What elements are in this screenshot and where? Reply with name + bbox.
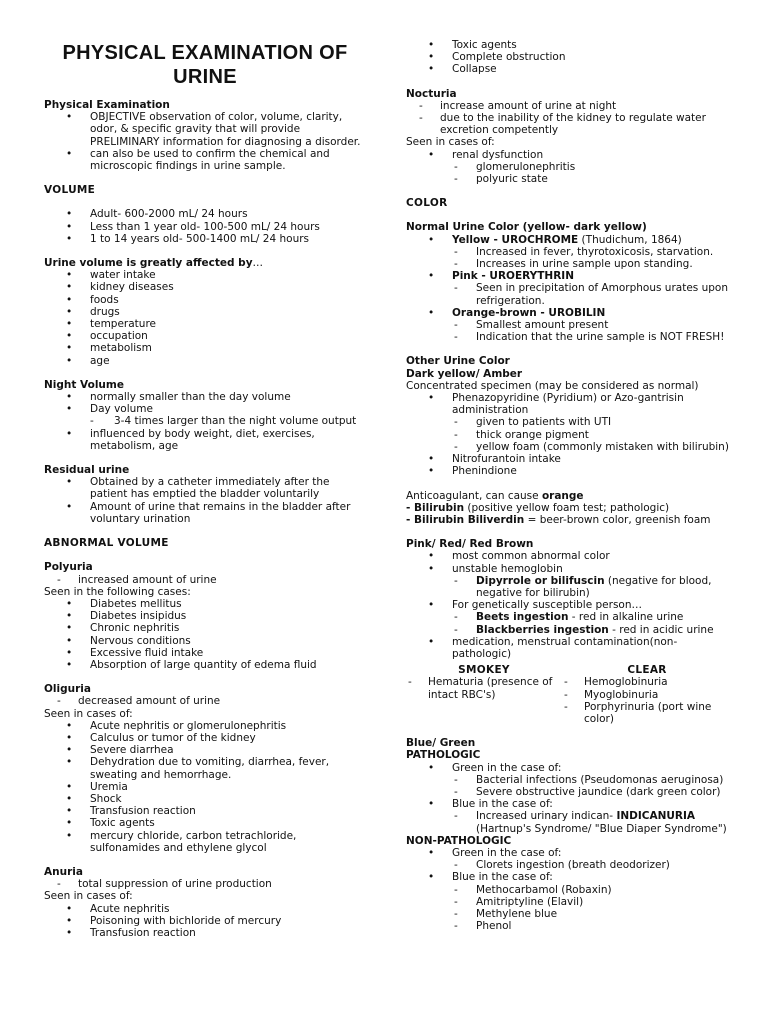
list-item: - Porphyrinuria (port wine color) (562, 701, 732, 725)
definition: - increase amount of urine at night (406, 100, 736, 112)
sub-item: - polyuric state (452, 173, 736, 185)
section-heading: Physical Examination (44, 99, 170, 111)
definition: - decreased amount of urine (44, 695, 366, 707)
seen-in-label: Seen in cases of: (406, 136, 495, 149)
list-item: • Transfusion reaction (44, 927, 366, 939)
residual-urine-section (44, 464, 366, 525)
clear-heading: CLEAR (627, 664, 667, 677)
list-item: • Green in the case of: - Bacterial infections (Pseudomonas aeruginosa) - Severe obstructive jaundice (dark green color) (406, 762, 736, 799)
left-column (44, 0, 366, 939)
sub-heading: Dark yellow/ Amber (406, 367, 523, 380)
sub-heading: NON-PATHOLOGIC (406, 834, 512, 847)
list-item: • renal dysfunction - glomerulonephritis - polyuric state (406, 149, 736, 186)
list-item: • Diabetes mellitus (44, 598, 366, 610)
list-item: • Toxic agents (406, 39, 736, 51)
list-item: • 1 to 14 years old- 500-1400 mL/ 24 hours (44, 233, 366, 245)
sub-item: - Increases in urine sample upon standing. (452, 258, 736, 270)
list-item: • water intake (44, 269, 366, 281)
sub-item: - Clorets ingestion (breath deodorizer) (452, 859, 736, 871)
sub-item: - Dipyrrole or bilifuscin (negative for blood, negative for bilirubin) (452, 575, 736, 599)
list-item: • normally smaller than the day volume (44, 391, 366, 403)
sub-item: - Blackberries ingestion - red in acidic urine (452, 624, 736, 636)
section-heading: Nocturia (406, 87, 457, 100)
list-item: • Dehydration due to vomiting, diarrhea, fever, sweating and hemorrhage. (44, 756, 366, 780)
list-item: • Toxic agents (44, 817, 366, 829)
section-heading: Polyuria (44, 561, 93, 574)
list-item: • Green in the case of: - Clorets ingestion (breath deodorizer) (406, 847, 736, 871)
list-item: • Adult- 600-2000 mL/ 24 hours (44, 208, 366, 220)
sub-item: - given to patients with UTI (452, 416, 736, 428)
anuria-continued (406, 39, 736, 76)
definition: - total suppression of urine production (44, 878, 366, 890)
section-heading: Oliguria (44, 683, 91, 696)
sub-item: - thick orange pigment (452, 429, 736, 441)
sub-item: - Methylene blue (452, 908, 736, 920)
normal-color-section (406, 221, 736, 343)
list-item: • OBJECTIVE observation of color, volume, clarity, odor, & specific gravity that will provide PRELIMINARY information for diagnosing a disorder. (44, 111, 366, 148)
list-item: • Absorption of large quantity of edema fluid (44, 659, 366, 671)
sub-item: - Increased in fever, thyrotoxicosis, starvation. (452, 246, 736, 258)
list-item: • Phenindione (406, 465, 736, 477)
sub-item: - 3-4 times larger than the night volume output (90, 415, 366, 427)
sub-item: - Seen in precipitation of Amorphous urates upon refrigeration. (452, 282, 736, 306)
sub-item: - Smallest amount present (452, 319, 736, 331)
seen-in-label: Seen in the following cases: (44, 585, 191, 598)
list-item: • Blue in the case of: - Methocarbamol (Robaxin) - Amitriptyline (Elavil) - Methylene blue - Phenol (406, 871, 736, 932)
sub-item: - yellow foam (commonly mistaken with bilirubin) (452, 441, 736, 453)
seen-in-label: Seen in cases of: (44, 707, 133, 720)
section-heading: Pink/ Red/ Red Brown (406, 538, 534, 551)
page-title: PHYSICAL EXAMINATION OF URINE (62, 42, 348, 88)
other-color-section (406, 355, 736, 477)
color-heading: COLOR (406, 197, 448, 210)
sub-item: - Bacterial infections (Pseudomonas aeruginosa) (452, 774, 736, 786)
note-line: Anticoagulant, can cause orange (406, 489, 584, 502)
list-item: - Myoglobinuria (562, 689, 732, 701)
sub-item: - Methocarbamol (Robaxin) (452, 884, 736, 896)
section-heading: Night Volume (44, 378, 124, 391)
list-item: • Acute nephritis (44, 903, 366, 915)
oliguria-section (44, 683, 366, 854)
right-column (406, 39, 736, 932)
list-item: • Transfusion reaction (44, 805, 366, 817)
list-item: • Less than 1 year old- 100-500 mL/ 24 hours (44, 221, 366, 233)
list-item: • Excessive fluid intake (44, 647, 366, 659)
sub-item: - Beets ingestion - red in alkaline urine (452, 611, 736, 623)
list-item: • Nitrofurantoin intake (406, 453, 736, 465)
night-volume-section (44, 379, 366, 452)
sub-item: - Increased urinary indican- INDICANURIA (Hartnup's Syndrome/ "Blue Diaper Syndrome") (452, 810, 736, 834)
list-item: - Hematuria (presence of intact RBC's) (406, 676, 562, 700)
section-heading: Normal Urine Color (yellow- dark yellow) (406, 221, 647, 234)
list-item: • Orange-brown - UROBILIN - Smallest amount present - Indication that the urine sample is NOT FRESH! (406, 307, 736, 344)
list-item: • age (44, 355, 366, 367)
list-item: • Chronic nephritis (44, 622, 366, 634)
section-heading: Residual urine (44, 464, 130, 477)
definition: - increased amount of urine (44, 574, 366, 586)
list-item: • influenced by body weight, diet, exercises, metabolism, age (44, 428, 366, 452)
clear-column (562, 664, 732, 725)
anuria-section (44, 866, 366, 939)
list-item: • Collapse (406, 63, 736, 75)
list-item: • Nervous conditions (44, 635, 366, 647)
seen-in-label: Seen in cases of: (44, 890, 133, 903)
section-heading: VOLUME (44, 184, 96, 197)
list-item: • mercury chloride, carbon tetrachloride, sulfonamides and ethylene glycol (44, 830, 366, 854)
list-item: • Amount of urine that remains in the bladder after voluntary urination (44, 501, 366, 525)
list-item: • unstable hemoglobin - Dipyrrole or bilifuscin (negative for blood, negative for bilirubin) (406, 563, 736, 600)
abnormal-volume-heading: ABNORMAL VOLUME (44, 537, 169, 550)
list-item: • Phenazopyridine (Pyridium) or Azo-gantrisin administration - given to patients with UTI - thick orange pigment - yellow foam (commonly mistaken with bilirubin) (406, 392, 736, 453)
list-item: • foods (44, 294, 366, 306)
section-heading: Other Urine Color (406, 355, 510, 368)
list-item: • occupation (44, 330, 366, 342)
list-item: • Day volume - 3-4 times larger than the night volume output (44, 403, 366, 427)
nocturia-section (406, 88, 736, 186)
section-heading: Blue/ Green (406, 737, 476, 750)
blue-green-section (406, 737, 736, 932)
physical-exam-section (44, 99, 366, 172)
list-item: - Hemoglobinuria (562, 676, 732, 688)
list-item: • Severe diarrhea (44, 744, 366, 756)
list-item: • most common abnormal color (406, 550, 736, 562)
note-line: - Bilirubin (positive yellow foam test; pathologic) (406, 501, 670, 514)
list-item: • medication, menstrual contamination(non-pathologic) (406, 636, 736, 660)
sub-item: - Amitriptyline (Elavil) (452, 896, 736, 908)
list-item: • Yellow - UROCHROME (Thudichum, 1864) - Increased in fever, thyrotoxicosis, starvation. - Increases in urine sample upon standing. (406, 234, 736, 271)
polyuria-section (44, 561, 366, 671)
pink-red-section (406, 538, 736, 660)
sub-item: - Indication that the urine sample is NOT FRESH! (452, 331, 736, 343)
list-item: • Blue in the case of: - Increased urinary indican- INDICANURIA (Hartnup's Syndrome/ "Blue Diaper Syndrome") (406, 798, 736, 835)
sub-item: - Severe obstructive jaundice (dark green color) (452, 786, 736, 798)
volume-section (44, 184, 366, 245)
smokey-heading: SMOKEY (458, 664, 510, 677)
affected-by-section (44, 257, 366, 367)
list-item: • Obtained by a catheter immediately after the patient has emptied the bladder voluntarily (44, 476, 366, 500)
sub-item: - Phenol (452, 920, 736, 932)
note-line: - Bilirubin Biliverdin = beer-brown color, greenish foam (406, 513, 711, 526)
sub-heading: PATHOLOGIC (406, 749, 481, 762)
list-item: • Poisoning with bichloride of mercury (44, 915, 366, 927)
list-item: • can also be used to confirm the chemical and microscopic findings in urine sample. (44, 148, 366, 172)
smokey-clear-table (406, 664, 736, 725)
definition: - due to the inability of the kidney to regulate water excretion competently (406, 112, 736, 136)
list-item: • For genetically susceptible person… - Beets ingestion - red in alkaline urine - Blackberries ingestion - red in acidic urine (406, 599, 736, 636)
section-heading: Anuria (44, 865, 83, 878)
list-item: • drugs (44, 306, 366, 318)
list-item: • Complete obstruction (406, 51, 736, 63)
anticoagulant-note (406, 490, 736, 527)
list-item: • Diabetes insipidus (44, 610, 366, 622)
smokey-column (406, 664, 562, 725)
list-item: • Pink - UROERYTHRIN - Seen in precipitation of Amorphous urates upon refrigeration. (406, 270, 736, 307)
list-item: • Calculus or tumor of the kidney (44, 732, 366, 744)
description: Concentrated specimen (may be considered as normal) (406, 379, 699, 392)
list-item: • temperature (44, 318, 366, 330)
section-heading: Urine volume is greatly affected by… (44, 257, 264, 270)
list-item: • Acute nephritis or glomerulonephritis (44, 720, 366, 732)
list-item: • Shock (44, 793, 366, 805)
list-item: • Uremia (44, 781, 366, 793)
list-item: • kidney diseases (44, 281, 366, 293)
list-item: • metabolism (44, 342, 366, 354)
sub-item: - glomerulonephritis (452, 161, 736, 173)
